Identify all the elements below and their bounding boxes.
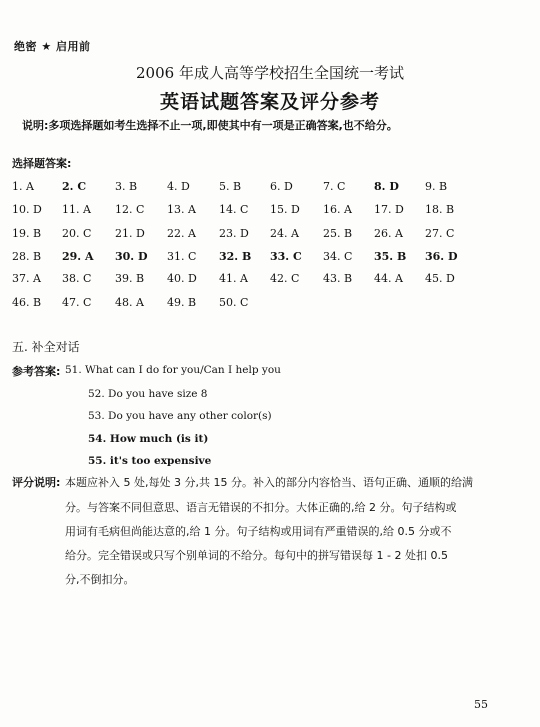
answer-cell: 19. B [12,227,42,240]
section-five-heading: 五. 补全对话 [12,340,80,354]
page-number: 55 [474,698,488,711]
dialogue-answer-52: 52. Do you have size 8 [88,388,208,400]
answer-row [0,203,540,221]
dialogue-answer-53: 53. Do you have any other color(s) [88,410,272,422]
answer-cell: 16. A [323,203,352,216]
answer-cell: 43. B [323,272,353,285]
answer-cell: 6. D [270,180,293,193]
answer-cell: 35. B [374,250,407,263]
answer-cell: 44. A [374,272,403,285]
instruction-note: 说明:多项选择题如考生选择不止一项,即使其中有一项是正确答案,也不给分。 [22,119,398,132]
answer-cell: 40. D [167,272,197,285]
scoring-note-line: 分,不倒扣分。 [65,573,135,586]
answer-cell: 27. C [425,227,455,240]
answer-cell: 18. B [425,203,455,216]
answer-cell: 15. D [270,203,300,216]
answer-row [0,296,540,314]
answer-cell: 23. D [219,227,249,240]
answer-cell: 47. C [62,296,92,309]
scoring-notes-label: 评分说明: [12,476,61,489]
answer-cell: 5. B [219,180,242,193]
answer-row [0,250,540,268]
answer-cell: 34. C [323,250,353,263]
dialogue-answer-54: 54. How much (is it) [88,433,209,445]
answer-row [0,272,540,290]
answer-cell: 29. A [62,250,94,263]
scoring-note-line: 用词有毛病但尚能达意的,给 1 分。句子结构或用词有严重错误的,给 0.5 分或不 [65,525,452,538]
answer-cell: 21. D [115,227,145,240]
answer-cell: 30. D [115,250,148,263]
answer-cell: 13. A [167,203,196,216]
answer-cell: 32. B [219,250,252,263]
dialogue-answer-55: 55. it's too expensive [88,455,212,467]
answer-cell: 9. B [425,180,448,193]
answer-cell: 31. C [167,250,197,263]
answer-cell: 39. B [115,272,145,285]
answer-cell: 20. C [62,227,92,240]
reference-answers-label: 参考答案: [12,365,61,378]
answer-cell: 48. A [115,296,144,309]
answer-cell: 14. C [219,203,249,216]
answer-cell: 11. A [62,203,91,216]
answer-cell: 37. A [12,272,41,285]
scoring-note-line: 本题应补入 5 处,每处 3 分,共 15 分。补入的部分内容恰当、语句正确、通顺的给满 [65,476,473,489]
dialogue-answer-51: 51. What can I do for you/Can I help you [65,364,281,376]
exam-title: 2006 年成人高等学校招生全国统一考试 [136,64,404,82]
answer-cell: 26. A [374,227,403,240]
scoring-note-line: 给分。完全错误或只写个别单词的不给分。每句中的拼写错误每 1 - 2 处扣 0.5 [65,549,448,562]
secrecy-label: 绝密 ★ 启用前 [14,40,91,53]
answer-cell: 8. D [374,180,399,193]
answer-cell: 28. B [12,250,42,263]
answer-cell: 46. B [12,296,42,309]
answer-cell: 10. D [12,203,42,216]
document-title: 英语试题答案及评分参考 [159,91,380,113]
scoring-note-line: 分。与答案不同但意思、语言无错误的不扣分。大体正确的,给 2 分。句子结构或 [65,501,457,514]
answer-cell: 1. A [12,180,34,193]
answer-cell: 3. B [115,180,138,193]
answer-cell: 22. A [167,227,196,240]
answer-cell: 17. D [374,203,404,216]
answer-row [0,227,540,245]
multiple-choice-heading: 选择题答案: [12,157,72,170]
answer-cell: 7. C [323,180,346,193]
answer-cell: 24. A [270,227,299,240]
answer-cell: 33. C [270,250,302,263]
answer-cell: 49. B [167,296,197,309]
answer-cell: 36. D [425,250,458,263]
answer-cell: 42. C [270,272,300,285]
answer-cell: 38. C [62,272,92,285]
answer-cell: 4. D [167,180,190,193]
answer-cell: 45. D [425,272,455,285]
answer-row [0,180,540,198]
answer-cell: 41. A [219,272,248,285]
answer-cell: 25. B [323,227,353,240]
answer-cell: 2. C [62,180,87,193]
answer-cell: 12. C [115,203,145,216]
answer-cell: 50. C [219,296,249,309]
